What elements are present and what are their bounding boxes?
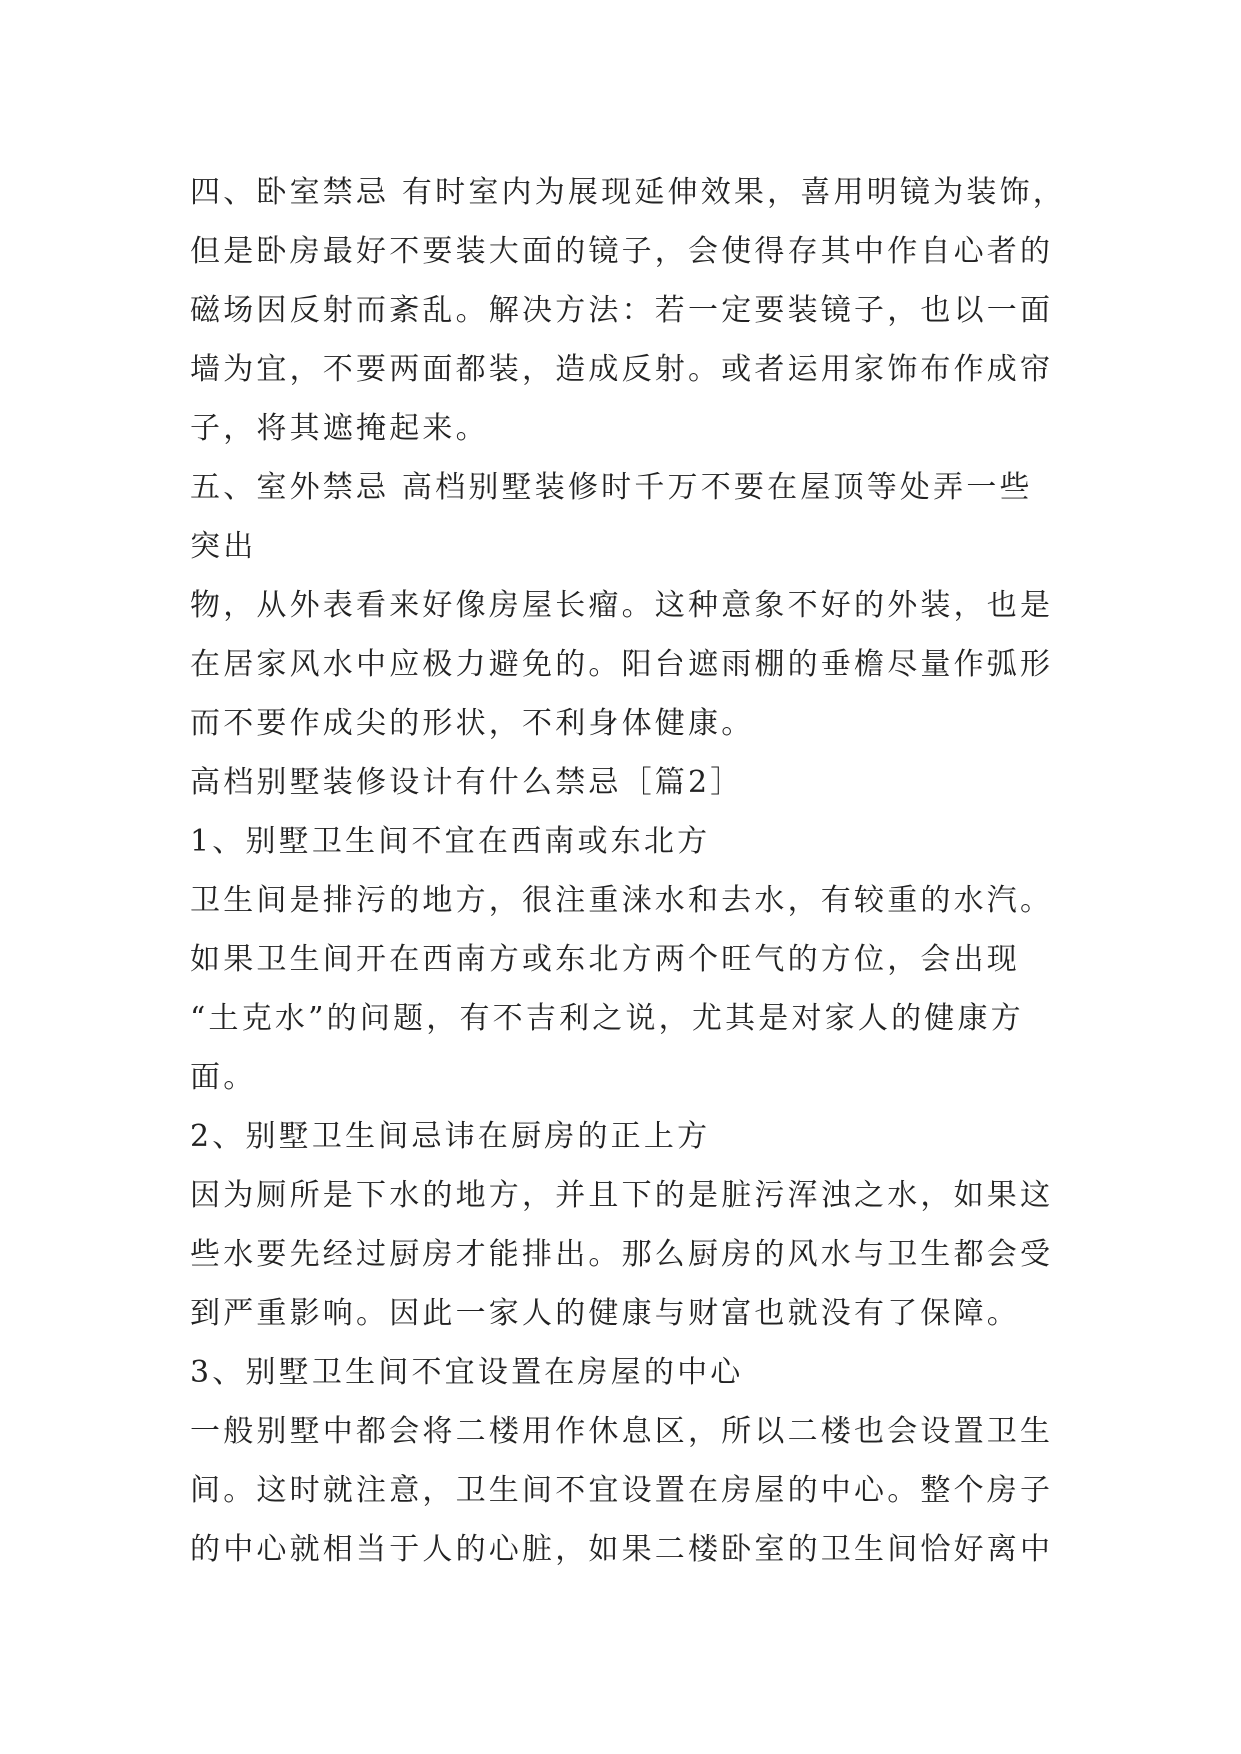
text-line: 突出	[190, 529, 257, 564]
text-line: 些水要先经过厨房才能排出。那么厨房的风水与卫生都会受	[190, 1237, 1054, 1272]
text-line: 五、室外禁忌 高档别墅装修时千万不要在屋顶等处弄一些	[190, 470, 1033, 505]
text-line: 磁场因反射而紊乱。解决方法：若一定要装镜子，也以一面	[190, 293, 1054, 328]
text-line: “土克水”的问题，有不吉利之说，尤其是对家人的健康方	[190, 1001, 1024, 1036]
text-line: 卫生间是排污的地方，很注重涞水和去水，有较重的水汽。	[190, 883, 1054, 918]
document-body	[190, 163, 1090, 1579]
text-line: 一般别墅中都会将二楼用作休息区，所以二楼也会设置卫生	[190, 1414, 1054, 1449]
text-line: 而不要作成尖的形状，不利身体健康。	[190, 706, 755, 741]
text-line: 如果卫生间开在西南方或东北方两个旺气的方位，会出现	[190, 942, 1020, 977]
text-line: 子，将其遮掩起来。	[190, 411, 489, 446]
text-line: 的中心就相当于人的心脏，如果二楼卧室的卫生间恰好离中	[190, 1532, 1054, 1567]
text-line: 但是卧房最好不要装大面的镜子，会使得存其中作自心者的	[190, 234, 1054, 269]
text-line: 到严重影响。因此一家人的健康与财富也就没有了保障。	[190, 1296, 1020, 1331]
text-line: 因为厕所是下水的地方，并且下的是脏污浑浊之水，如果这	[190, 1178, 1054, 1213]
text-line: 间。这时就注意，卫生间不宜设置在房屋的中心。整个房子	[190, 1473, 1054, 1508]
text-line: 四、卧室禁忌 有时室内为展现延伸效果，喜用明镜为装饰，	[190, 175, 1066, 210]
item-heading: 1、别墅卫生间不宜在西南或东北方	[190, 824, 711, 859]
text-line: 在居家风水中应极力避免的。阳台遮雨棚的垂檐尽量作弧形	[190, 647, 1054, 682]
item-heading: 3、别墅卫生间不宜设置在房屋的中心	[190, 1355, 744, 1390]
text-line: 面。	[190, 1060, 257, 1095]
section-heading: 高档别墅装修设计有什么禁忌［篇2］	[190, 765, 744, 800]
text-line: 墙为宜，不要两面都装，造成反射。或者运用家饰布作成帘	[190, 352, 1054, 387]
text-line: 物，从外表看来好像房屋长瘤。这种意象不好的外装，也是	[190, 588, 1054, 623]
item-heading: 2、别墅卫生间忌讳在厨房的正上方	[190, 1119, 711, 1154]
